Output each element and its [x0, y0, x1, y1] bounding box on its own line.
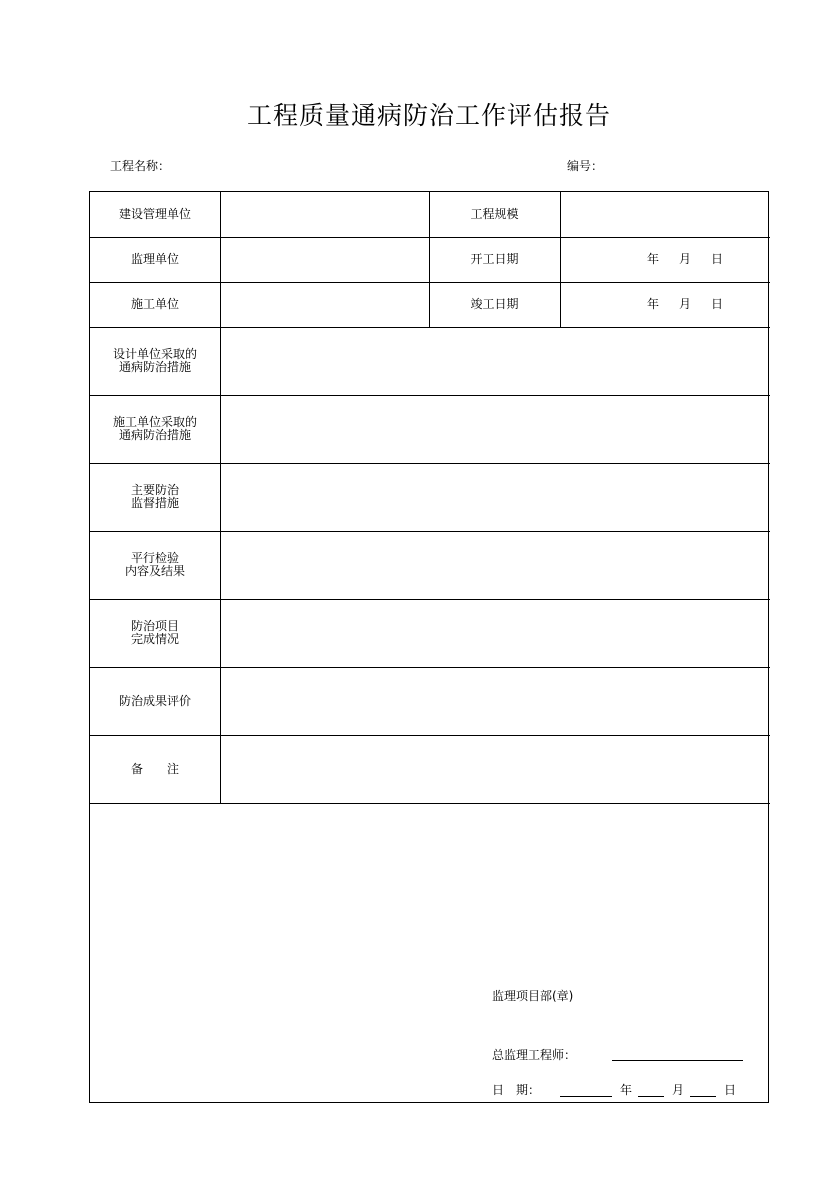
chief-engineer-label: 总监理工程师：	[492, 1048, 577, 1062]
year-blank[interactable]	[560, 1096, 612, 1097]
supervision-measures-label: 主要防治 监督措施	[130, 483, 179, 510]
year-label: 年	[647, 297, 660, 311]
supervision-unit-value[interactable]	[221, 237, 429, 282]
start-date-value[interactable]	[561, 237, 770, 282]
supervision-unit-label: 监理单位	[130, 252, 179, 266]
completion-date-value[interactable]	[561, 282, 770, 327]
remarks-field[interactable]	[221, 736, 770, 803]
construction-unit-measures-label: 施工单位采取的 通病防治措施	[112, 415, 197, 442]
parallel-inspection-label: 平行检验 内容及结果	[124, 551, 185, 578]
project-scale-value[interactable]	[561, 192, 770, 237]
prevention-evaluation-label: 防治成果评价	[118, 693, 191, 708]
serial-number-label: 编号：	[567, 159, 604, 173]
date-label: 日 期：	[492, 1083, 541, 1097]
construction-management-unit-value[interactable]	[221, 192, 429, 237]
design-unit-measures-field[interactable]	[221, 328, 770, 395]
prevention-evaluation-field[interactable]	[221, 668, 770, 735]
day-label: 日	[711, 297, 724, 311]
page-title: 工程质量通病防治工作评估报告	[246, 101, 611, 130]
supervision-measures-field[interactable]	[221, 464, 770, 531]
report-table	[89, 191, 769, 1103]
chief-engineer-signature-line[interactable]	[612, 1060, 743, 1061]
month-blank[interactable]	[638, 1096, 664, 1097]
supervision-dept-seal-label: 监理项目部(章)	[492, 989, 574, 1003]
year-label: 年	[620, 1083, 633, 1097]
month-label: 月	[679, 252, 692, 266]
day-blank[interactable]	[690, 1096, 716, 1097]
construction-unit-value[interactable]	[221, 282, 429, 327]
prevention-completion-label: 防治项目 完成情况	[130, 619, 179, 646]
completion-date-label: 竣工日期	[470, 297, 519, 311]
year-label: 年	[647, 252, 660, 266]
parallel-inspection-field[interactable]	[221, 532, 770, 599]
day-label: 日	[724, 1083, 737, 1097]
construction-unit-label: 施工单位	[130, 297, 179, 311]
construction-management-unit-label: 建设管理单位	[118, 207, 191, 221]
prevention-completion-field[interactable]	[221, 600, 770, 667]
month-label: 月	[672, 1083, 685, 1097]
day-label: 日	[711, 252, 724, 266]
project-name-label: 工程名称：	[110, 159, 171, 173]
start-date-label: 开工日期	[470, 252, 519, 266]
remarks-label: 备 注	[130, 761, 179, 776]
month-label: 月	[679, 297, 692, 311]
construction-unit-measures-field[interactable]	[221, 396, 770, 463]
project-scale-label: 工程规模	[470, 207, 519, 221]
design-unit-measures-label: 设计单位采取的 通病防治措施	[112, 347, 197, 374]
row-divider	[90, 803, 770, 804]
